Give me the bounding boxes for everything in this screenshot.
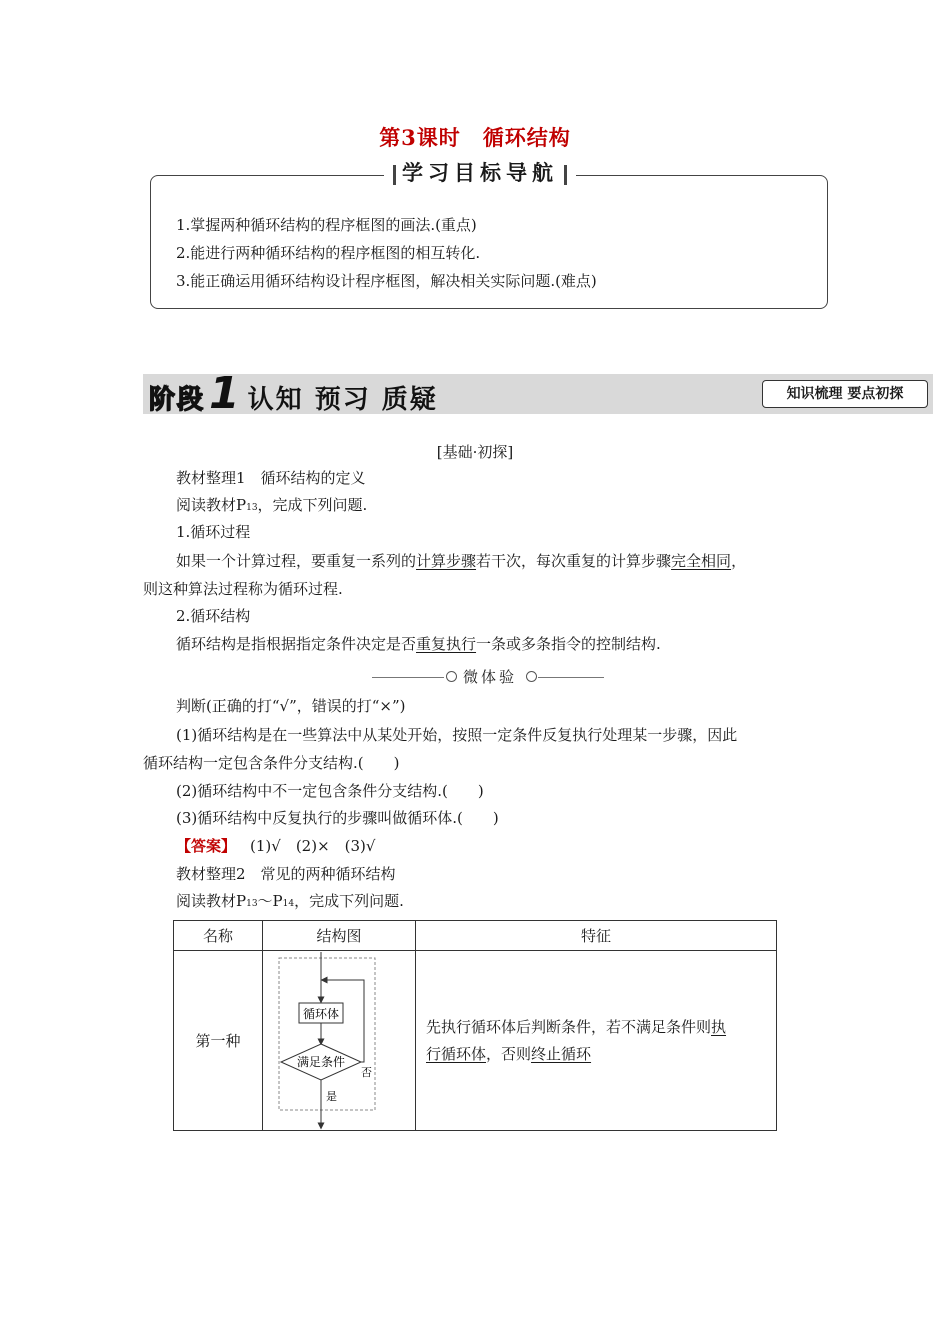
condition-label: 满足条件: [296, 1054, 346, 1069]
flowchart-cell: [263, 951, 416, 1131]
stage-number: 1: [209, 368, 240, 419]
loop-types-table: [173, 920, 777, 1131]
lesson-title: [0, 122, 950, 152]
mini-label: 微体验: [463, 668, 518, 686]
material1-heading: 教材整理1 循环结构的定义: [176, 469, 366, 487]
question-1: (1)循环结构是在一些算法中从某处开始，按照一定条件反复执行处理某一步骤，因此: [176, 726, 738, 744]
lesson-number: 第3课时: [379, 125, 461, 150]
subheading-loop-structure: 2.循环结构: [176, 607, 251, 625]
mini-intro: 判断(正确的打“√”，错误的打“×”): [176, 697, 406, 715]
material2-heading: 教材整理2 常见的两种循环结构: [176, 865, 396, 883]
table-header: 特征: [416, 921, 777, 951]
table-header: 名称: [174, 921, 263, 951]
stage-prefix: 阶段: [149, 385, 206, 415]
flowchart-diagram: [264, 952, 414, 1130]
question-3: (3)循环结构中反复执行的步骤叫做循环体.( ): [176, 809, 499, 827]
divider-circle-right: [526, 671, 537, 682]
divider-left: [372, 677, 444, 678]
subheading-loop-process: 1.循环过程: [176, 523, 251, 541]
material2-read: 阅读教材P13～P14，完成下列问题.: [176, 892, 404, 910]
paragraph-loop-structure: 循环结构是指根据指定条件决定是否重复执行一条或多条指令的控制结构.: [176, 635, 661, 653]
blank-answer: 完全相同: [671, 552, 732, 570]
stage-tag: 知识梳理 要点初探: [762, 380, 928, 408]
divider-right: [538, 677, 604, 678]
stage-heading: [143, 368, 438, 419]
header-bar-right: [564, 165, 567, 185]
blank-answer: 执: [711, 1017, 727, 1036]
loop-feature: 先执行循环体后判断条件，若不满足条件则执 行循环体，否则终止循环: [416, 951, 777, 1131]
blank-answer: 终止循环: [531, 1044, 592, 1063]
objective-item: 3.能正确运用循环结构设计程序框图，解决相关实际问题.(难点): [176, 272, 597, 290]
no-label: 否: [361, 1065, 372, 1079]
answer-label: 【答案】: [176, 837, 237, 855]
question-2: (2)循环结构中不一定包含条件分支结构.( ): [176, 782, 484, 800]
stage-title: 认知 预习 质疑: [247, 385, 438, 415]
section-label: [基础·初探]: [436, 443, 514, 461]
lesson-topic: 循环结构: [482, 125, 571, 150]
dashed-frame: [279, 958, 375, 1110]
table-row: [174, 951, 777, 1131]
table-header-row: [174, 921, 777, 951]
question-1-cont: 循环结构一定包含条件分支结构.( ): [143, 754, 400, 772]
blank-answer: 行循环体: [426, 1044, 487, 1063]
blank-answer: 重复执行: [416, 635, 477, 653]
objectives-header: [384, 156, 576, 190]
objectives-header-text: 学习目标导航: [402, 160, 558, 185]
paragraph-loop-process-cont: 则这种算法过程称为循环过程.: [143, 580, 343, 598]
loop-body-label: 循环体: [302, 1006, 340, 1021]
header-bar-left: [393, 165, 396, 185]
answer-text: (1)√ (2)× (3)√: [250, 837, 376, 855]
objective-item: 2.能进行两种循环结构的程序框图的相互转化.: [176, 244, 481, 262]
divider-circle-left: [446, 671, 457, 682]
yes-label: 是: [326, 1089, 337, 1103]
paragraph-loop-process: 如果一个计算过程，要重复一系列的计算步骤若干次，每次重复的计算步骤完全相同，: [176, 552, 747, 570]
table-header: 结构图: [263, 921, 416, 951]
objective-item: 1.掌握两种循环结构的程序框图的画法.(重点): [176, 216, 477, 234]
answer-line: [176, 836, 375, 856]
material1-read: 阅读教材P13，完成下列问题.: [176, 496, 368, 514]
blank-answer: 计算步骤: [416, 552, 477, 570]
loop-name: 第一种: [174, 951, 263, 1131]
